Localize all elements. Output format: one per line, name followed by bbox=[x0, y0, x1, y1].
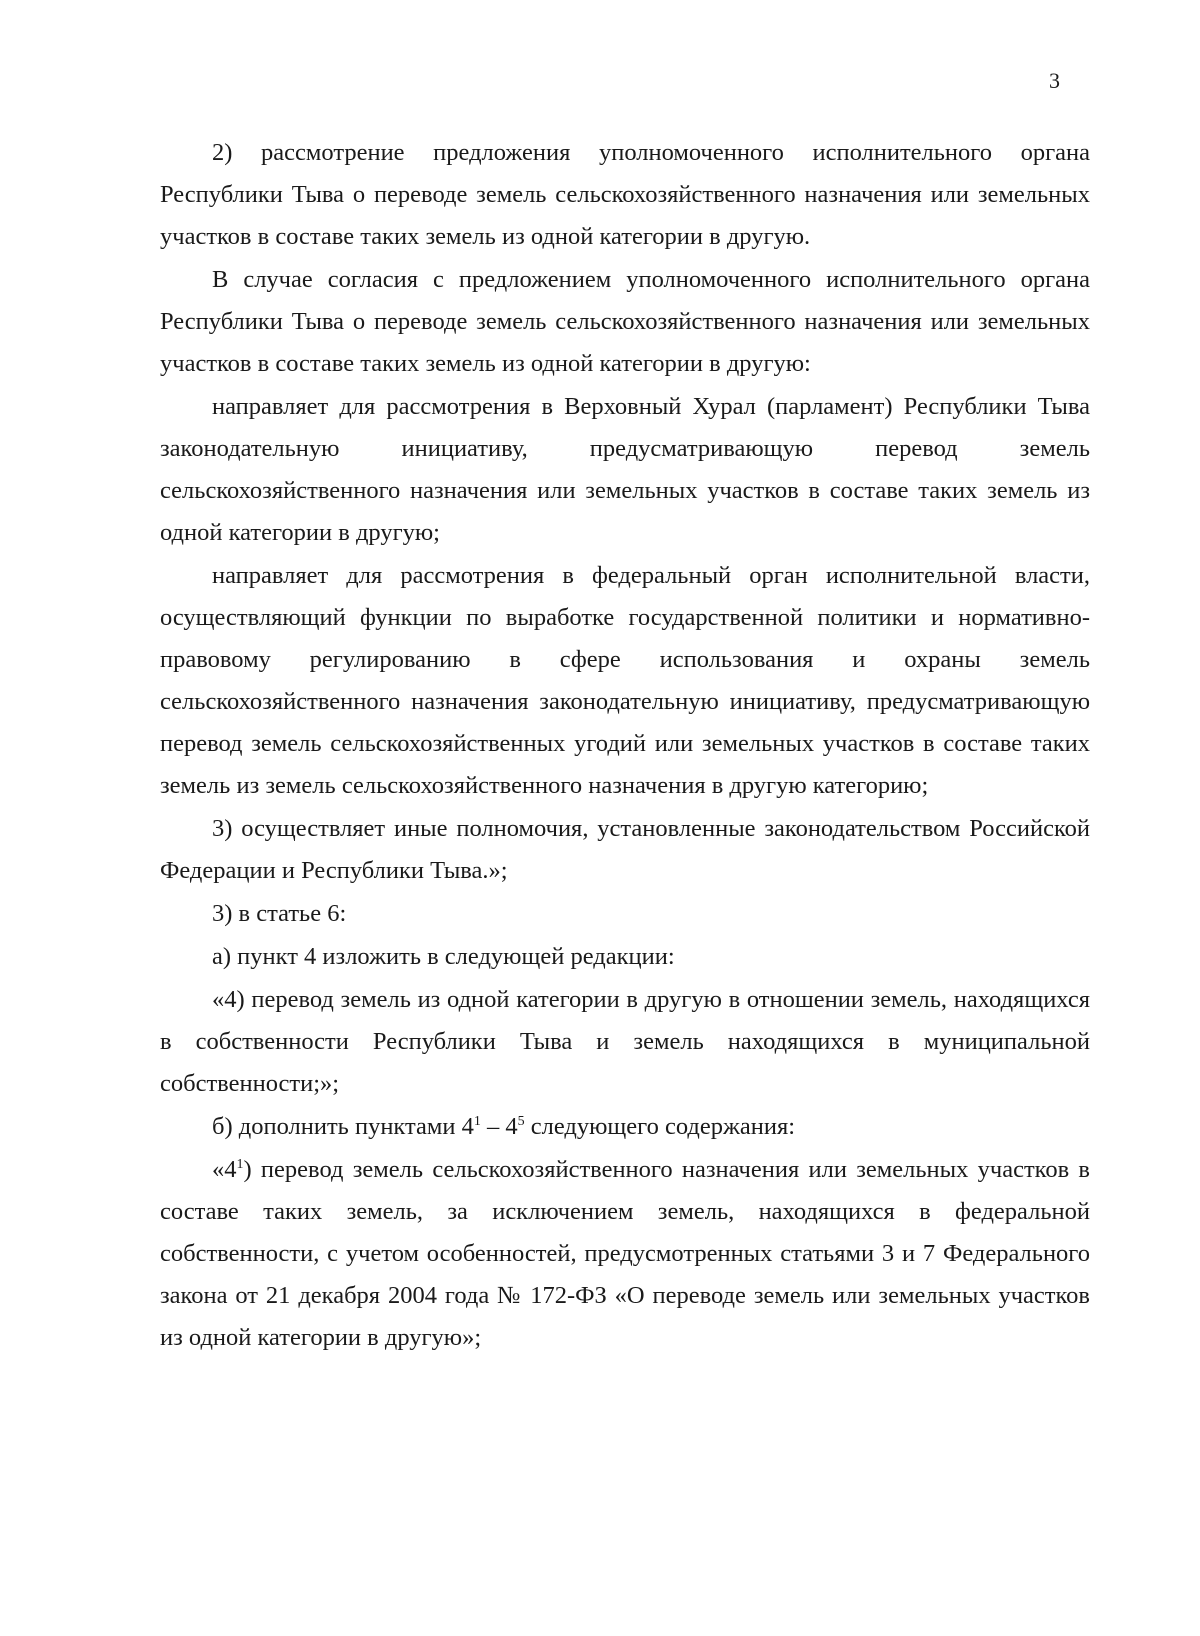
paragraph-4: направляет для рассмотрения в федеральный орган исполнительной власти, осуществляющий функции по выработке государственной политики и нормативно-правовому регулированию в сфере использования и охраны земель сельскохозяйственного назначения законодательную инициативу, предусматривающую перевод земель сельскохозяйственных угодий или земельных участков в составе таких земель из земель сельскохозяйственного назначения в другую категорию; bbox=[160, 562, 1090, 799]
paragraph-9-sup-2: 5 bbox=[517, 1113, 525, 1129]
paragraph-8: «4) перевод земель из одной категории в другую в отношении земель, находящихся в собственности Республики Тыва и земель находящихся в муниципальной собственности;»; bbox=[160, 986, 1090, 1097]
paragraph-2: В случае согласия с предложением уполномоченного исполнительного органа Республики Тыва о переводе земель сельскохозяйственного назначения или земельных участков в составе таких земель из одной категории в другую: bbox=[160, 266, 1090, 377]
paragraph-5: 3) осуществляет иные полномочия, установленные законодательством Российской Федерации и Республики Тыва.»; bbox=[160, 815, 1090, 884]
paragraph-10-sup: 1 bbox=[236, 1156, 244, 1172]
paragraph-9 bbox=[160, 1106, 1090, 1148]
page-number: 3 bbox=[1049, 68, 1060, 93]
paragraph-7: а) пункт 4 изложить в следующей редакции: bbox=[212, 943, 675, 970]
paragraph-10-before: «4 bbox=[212, 1156, 237, 1183]
paragraph-9-sup-1: 1 bbox=[473, 1113, 481, 1129]
paragraph-9-before: б) дополнить пунктами 4 bbox=[212, 1113, 474, 1140]
paragraph-10-after: ) перевод земель сельскохозяйственного назначения или земельных участков в составе таких земель, за исключением земель, находящихся в федеральной собственности, с учетом особенностей, предусмотренных статьями 3 и 7 Федерального закона от 21 декабря 2004 года № 172-ФЗ «О переводе земель или земельных участков из одной категории в другую»; bbox=[160, 1156, 1090, 1351]
paragraph-3: направляет для рассмотрения в Верховный Хурал (парламент) Республики Тыва законодательную инициативу, предусматривающую перевод земель сельскохозяйственного назначения или земельных участков в составе таких земель из одной категории в другую; bbox=[160, 393, 1090, 546]
paragraph-6: 3) в статье 6: bbox=[212, 900, 347, 927]
document-body bbox=[160, 132, 1090, 1359]
paragraph-9-after: следующего содержания: bbox=[524, 1113, 796, 1140]
paragraph-9-middle: – 4 bbox=[480, 1113, 518, 1140]
paragraph-1: 2) рассмотрение предложения уполномоченного исполнительного органа Республики Тыва о переводе земель сельскохозяйственного назначения или земельных участков в составе таких земель из одной категории в другую. bbox=[160, 139, 1090, 250]
paragraph-10 bbox=[160, 1149, 1090, 1359]
